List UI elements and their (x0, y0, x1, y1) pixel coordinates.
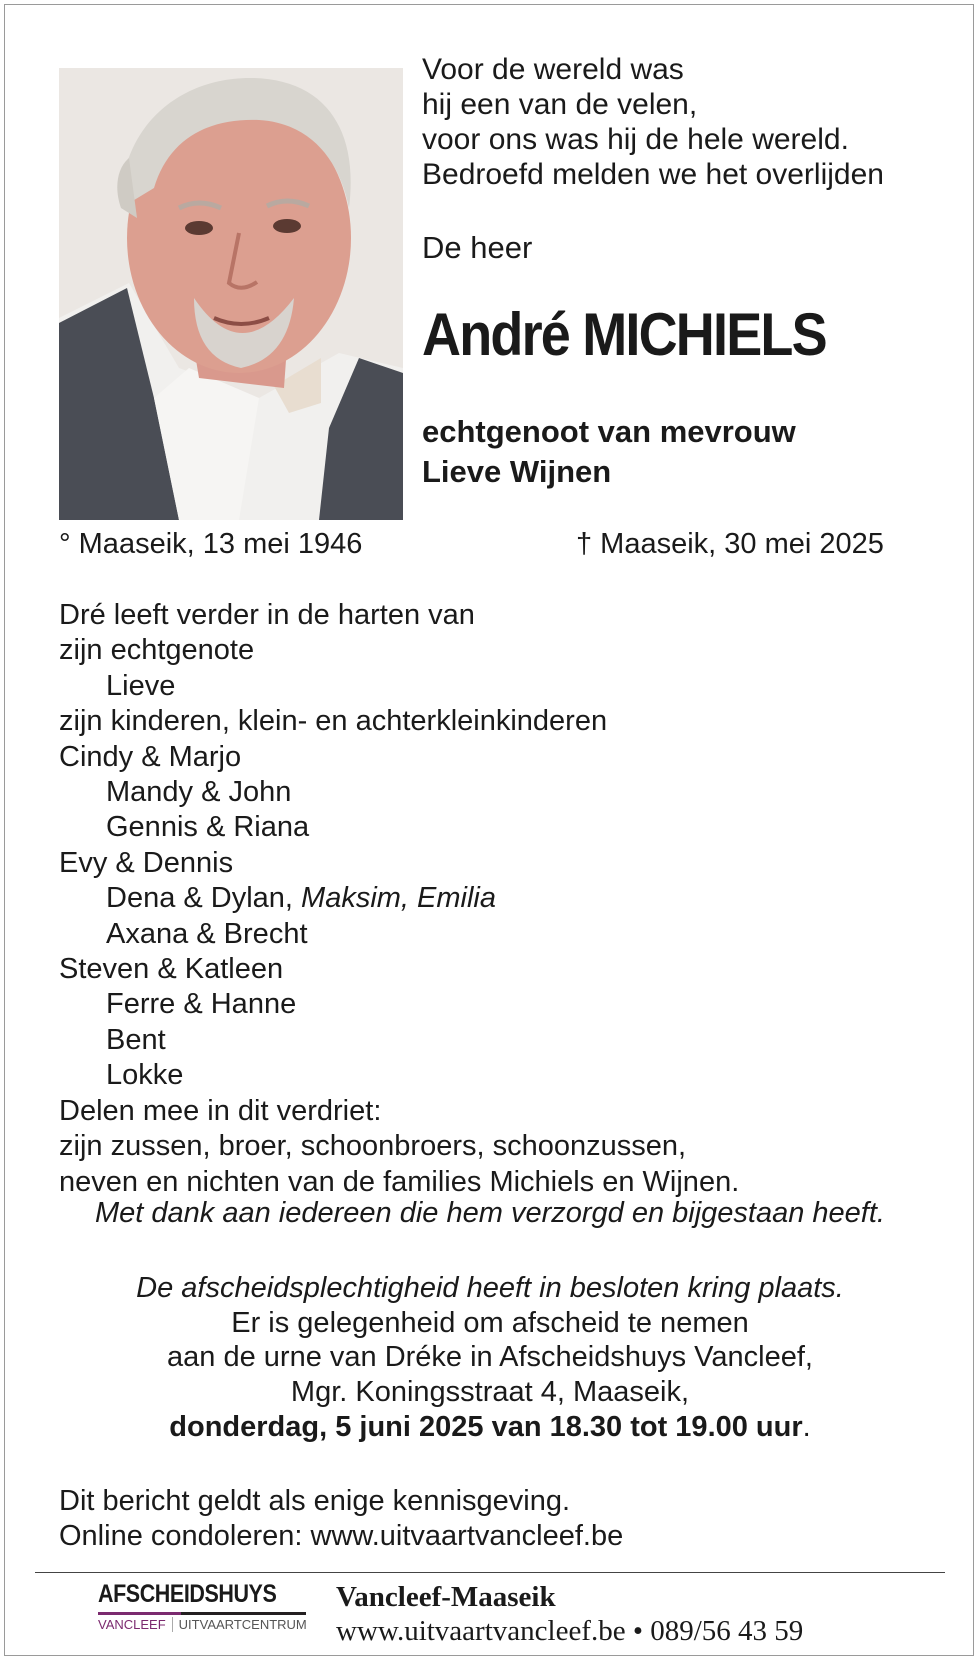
family-line: zijn zussen, broer, schoonbroers, schoonzussen, (59, 1130, 687, 1163)
family-list (59, 598, 739, 1200)
company-info (336, 1580, 803, 1648)
company-name: Vancleef-Maaseik (336, 1581, 556, 1613)
family-names: Dena & Dylan, (106, 882, 302, 915)
death-date: † Maaseik, 30 mei 2025 (576, 528, 884, 560)
notice-text (59, 1484, 623, 1554)
logo-bar-purple (98, 1612, 181, 1615)
deceased-name: André MICHIELS (422, 301, 826, 368)
family-line: Lokke (106, 1059, 184, 1092)
company-contact[interactable]: www.uitvaartvancleef.be • 089/56 43 59 (336, 1615, 804, 1647)
spouse-line: echtgenoot van mevrouw (422, 414, 796, 449)
ceremony-line: Er is gelegenheid om afscheid te nemen (231, 1306, 749, 1339)
family-line: neven en nichten van de families Michiels en Wijnen. (59, 1165, 740, 1198)
family-intro: Dré leeft verder in de harten van (59, 599, 475, 631)
verse (422, 52, 884, 192)
logo-sub-left: VANCLEEF (98, 1617, 166, 1632)
verse-line: hij een van de velen, (422, 88, 698, 121)
thanks-text: Met dank aan iedereen die hem verzorgd en bijgestaan heeft. (95, 1197, 885, 1229)
family-line (59, 881, 739, 916)
condolence-link[interactable]: Online condoleren: www.uitvaartvancleef.be (59, 1520, 624, 1552)
ceremony-line: Mgr. Koningsstraat 4, Maaseik, (290, 1376, 690, 1409)
ceremony-info (0, 1271, 980, 1445)
ceremony-datetime (0, 1410, 980, 1445)
portrait-photo (59, 68, 403, 520)
notice-line: Dit bericht geldt als enige kennisgeving. (59, 1485, 571, 1517)
family-line: Gennis & Riana (106, 811, 310, 844)
family-line: Lieve (106, 669, 176, 702)
ceremony-date: donderdag, 5 juni 2025 van 18.30 tot 19.00 uur (169, 1410, 803, 1443)
family-line: Steven & Katleen (59, 953, 284, 986)
logo-bar (98, 1612, 306, 1615)
family-line: Ferre & Hanne (106, 988, 297, 1021)
funeral-home-logo (98, 1580, 306, 1632)
logo-bar-dark (181, 1612, 306, 1615)
family-line: zijn echtgenote (59, 634, 255, 667)
ceremony-period: . (802, 1410, 811, 1443)
verse-line: Voor de wereld was (422, 53, 684, 86)
family-line: Delen mee in dit verdriet: (59, 1094, 382, 1127)
family-names-italic: Maksim, Emilia (301, 882, 497, 915)
family-line: Mandy & John (106, 776, 292, 809)
spouse-info (422, 412, 796, 492)
verse-line: Bedroefd melden we het overlijden (422, 158, 884, 191)
spouse-line: Lieve Wijnen (422, 454, 612, 489)
family-line: Cindy & Marjo (59, 740, 242, 773)
family-line: Bent (106, 1023, 166, 1056)
birth-date: ° Maaseik, 13 mei 1946 (59, 528, 363, 560)
ceremony-line: aan de urne van Dréke in Afscheidshuys Vancleef, (167, 1341, 813, 1374)
logo-sub (98, 1617, 306, 1632)
verse-line: voor ons was hij de hele wereld. (422, 123, 849, 156)
honorific: De heer (422, 230, 533, 265)
logo-sub-right: UITVAARTCENTRUM (172, 1617, 307, 1632)
family-line: Evy & Dennis (59, 846, 234, 879)
logo-main-text: AFSCHEIDSHUYS (98, 1580, 277, 1608)
footer-divider (35, 1572, 945, 1573)
family-line: zijn kinderen, klein- en achterkleinkinderen (59, 705, 608, 738)
ceremony-line: De afscheidsplechtigheid heeft in besloten kring plaats. (136, 1272, 844, 1304)
family-line: Axana & Brecht (106, 917, 308, 950)
